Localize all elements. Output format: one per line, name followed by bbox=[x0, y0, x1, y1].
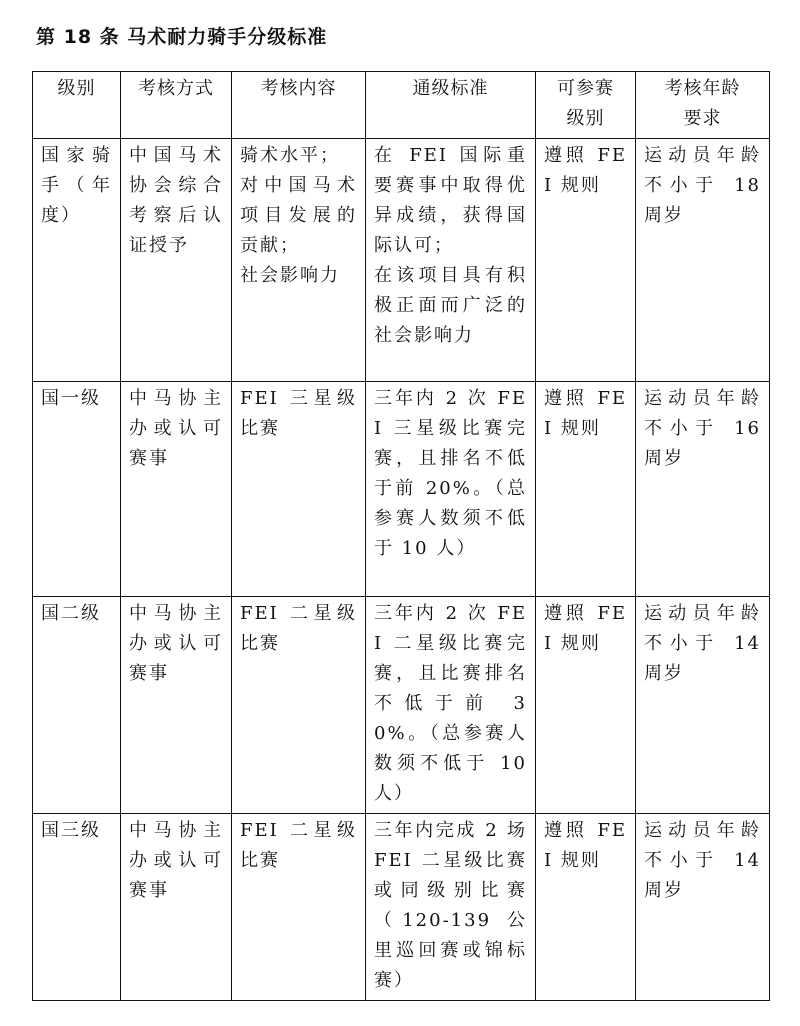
cell-age: 运动员年龄不小于 14 周岁 bbox=[636, 597, 770, 814]
cell-content: FEI 二星级比赛 bbox=[232, 597, 366, 814]
table-header-row bbox=[33, 72, 770, 139]
cell-eligible: 遵照 FEI 规则 bbox=[536, 139, 636, 382]
cell-eligible: 遵照 FEI 规则 bbox=[536, 597, 636, 814]
table-row bbox=[33, 597, 770, 814]
table-row bbox=[33, 382, 770, 597]
table-row bbox=[33, 139, 770, 382]
cell-standard: 三年内 2 次 FEI 三星级比赛完赛，且排名不低于前 20%。（总参赛人数须不低于 10 人） bbox=[366, 382, 536, 597]
cell-content: FEI 三星级比赛 bbox=[232, 382, 366, 597]
cell-level: 国二级 bbox=[33, 597, 121, 814]
cell-standard: 在 FEI 国际重要赛事中取得优异成绩，获得国际认可； 在该项目具有积极正面而广泛的社会影响力 bbox=[366, 139, 536, 382]
cell-method: 中马协主办或认可赛事 bbox=[121, 814, 232, 1001]
cell-level: 国一级 bbox=[33, 382, 121, 597]
header-standard: 通级标准 bbox=[366, 72, 536, 139]
cell-eligible: 遵照 FEI 规则 bbox=[536, 814, 636, 1001]
header-level: 级别 bbox=[33, 72, 121, 139]
header-age-requirement: 考核年龄 要求 bbox=[636, 72, 770, 139]
table-row bbox=[33, 814, 770, 1001]
article-heading: 第 18 条 马术耐力骑手分级标准 bbox=[36, 26, 328, 48]
cell-level: 国家骑手（年度） bbox=[33, 139, 121, 382]
cell-content: FEI 二星级比赛 bbox=[232, 814, 366, 1001]
header-eligible-level: 可参赛 级别 bbox=[536, 72, 636, 139]
cell-eligible: 遵照 FEI 规则 bbox=[536, 382, 636, 597]
cell-method: 中国马术协会综合考察后认证授予 bbox=[121, 139, 232, 382]
cell-level: 国三级 bbox=[33, 814, 121, 1001]
cell-age: 运动员年龄不小于 18 周岁 bbox=[636, 139, 770, 382]
rider-grading-table bbox=[32, 71, 770, 1001]
cell-age: 运动员年龄不小于 16 周岁 bbox=[636, 382, 770, 597]
cell-age: 运动员年龄不小于 14 周岁 bbox=[636, 814, 770, 1001]
header-method: 考核方式 bbox=[121, 72, 232, 139]
cell-standard: 三年内 2 次 FEI 二星级比赛完赛，且比赛排名不低于前 30%。（总参赛人数须不低于 10 人） bbox=[366, 597, 536, 814]
cell-method: 中马协主办或认可赛事 bbox=[121, 382, 232, 597]
header-content: 考核内容 bbox=[232, 72, 366, 139]
cell-method: 中马协主办或认可赛事 bbox=[121, 597, 232, 814]
cell-content: 骑术水平； 对中国马术项目发展的贡献； 社会影响力 bbox=[232, 139, 366, 382]
cell-standard: 三年内完成 2 场 FEI 二星级比赛或同级别比赛（120-139 公里巡回赛或锦标赛） bbox=[366, 814, 536, 1001]
